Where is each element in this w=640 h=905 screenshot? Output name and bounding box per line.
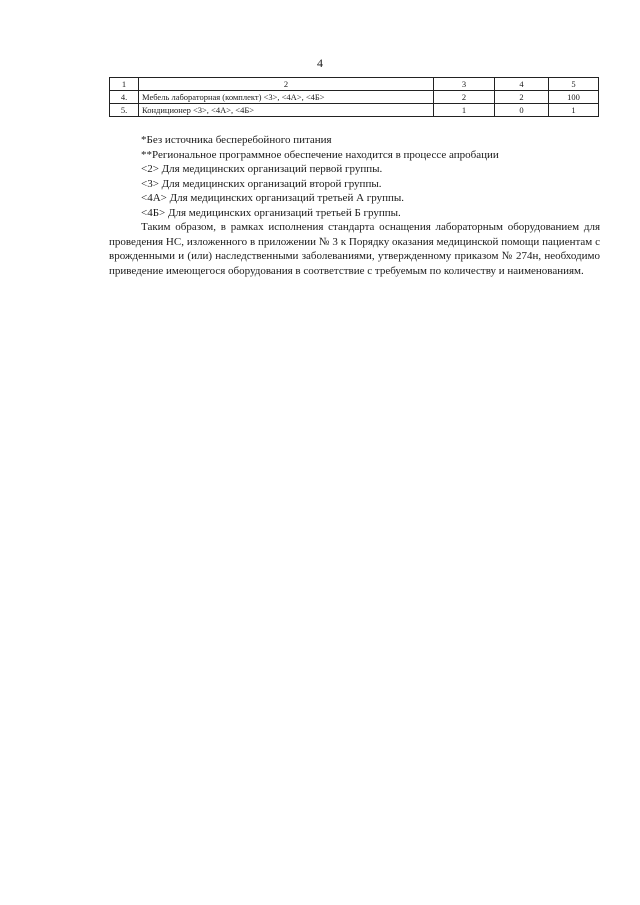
row-number: 5. [110, 104, 139, 117]
footnotes [109, 133, 600, 278]
footnote-software: **Региональное программное обеспечение находится в процессе апробации [141, 148, 499, 161]
col4-value: 2 [495, 91, 549, 104]
col3-value: 1 [434, 104, 495, 117]
footnote-group-4b: <4Б> Для медицинских организаций третьей Б группы. [141, 206, 401, 219]
footnote-group-3: <3> Для медицинских организаций второй группы. [141, 177, 382, 190]
col4-value: 0 [495, 104, 549, 117]
col3-value: 2 [434, 91, 495, 104]
equipment-table [109, 77, 599, 117]
header-cell: 4 [495, 78, 549, 91]
col5-value: 100 [549, 91, 599, 104]
col5-value: 1 [549, 104, 599, 117]
table-row [110, 104, 599, 117]
table-header-row [110, 78, 599, 91]
row-number: 4. [110, 91, 139, 104]
equipment-name: Мебель лабораторная (комплект) <3>, <4А>, <4Б> [139, 91, 434, 104]
equipment-name: Кондиционер <3>, <4А>, <4Б> [139, 104, 434, 117]
header-cell: 5 [549, 78, 599, 91]
header-cell: 3 [434, 78, 495, 91]
footnote-group-2: <2> Для медицинских организаций первой группы. [141, 163, 383, 175]
footnote-group-4a: <4А> Для медицинских организаций третьей А группы. [141, 192, 405, 204]
header-cell: 1 [110, 78, 139, 91]
header-cell: 2 [139, 78, 434, 91]
conclusion-paragraph: Таким образом, в рамках исполнения стандарта оснащения лабораторным оборудованием для проведения НС, изложенного в приложении № 3 к Порядку оказания медицинской помощи пациентам с врожденными и (или) наследственными заболеваниями, утвержденному приказом № 274н, необходимо приведение имеющегося оборудования в соответствие с требуемым по количеству и наименованиям. [109, 221, 600, 277]
footnote-ups: *Без источника бесперебойного питания [141, 134, 332, 146]
page-number: 4 [317, 56, 323, 70]
table-row [110, 91, 599, 104]
